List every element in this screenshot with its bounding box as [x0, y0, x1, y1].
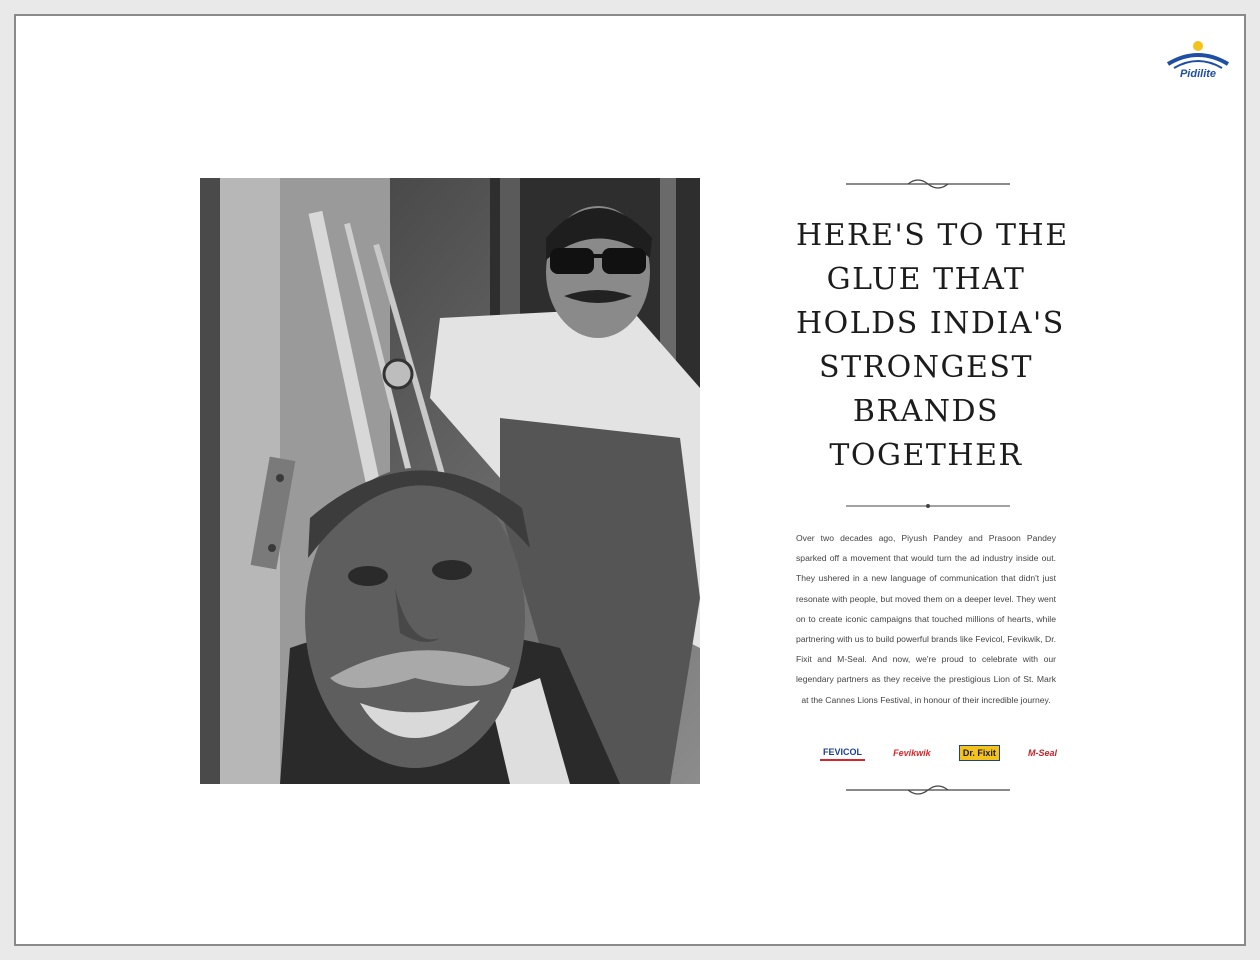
portrait-photo	[200, 178, 700, 784]
fevicol-logo: FEVICOL	[820, 745, 865, 761]
headline	[796, 214, 1069, 478]
logo-text: Pidilite	[1179, 68, 1217, 80]
top-ornament-icon	[846, 178, 1010, 190]
m-seal-logo: M-Seal	[1027, 748, 1057, 758]
headline-line: TOGETHER	[829, 438, 1023, 473]
headline-line: STRONGEST	[819, 350, 1033, 385]
headline-line: HERE'S TO THE	[796, 218, 1069, 253]
sun-rays-icon	[1164, 32, 1232, 72]
fevikwik-logo: Fevikwik	[893, 748, 931, 758]
headline-line: GLUE THAT	[826, 262, 1026, 297]
black-and-white-photo-two-men	[200, 178, 700, 784]
headline-line: HOLDS INDIA'S	[796, 306, 1065, 341]
copy-column	[796, 178, 1069, 788]
bottom-ornament-icon	[846, 784, 1010, 796]
pidilite-logo	[1164, 32, 1232, 84]
middle-ornament-icon	[846, 500, 1010, 512]
ad-page	[14, 14, 1246, 946]
brand-logos-row	[820, 740, 1060, 766]
headline-line: BRANDS	[852, 394, 1000, 429]
body-copy: Over two decades ago, Piyush Pandey and Prasoon Pandey sparked off a movement that would turn the ad industry inside out. They ushered in a new language of communication that didn't just resonate with people, but moved them on a deeper level. They went on to create iconic campaigns that touched millions of hearts, while partnering with us to build powerful brands like Fevicol, Fevikwik, Dr. Fixit and M-Seal. And now, we're proud to celebrate with our legendary partners as they receive the prestigious Lion of St. Mark at the Cannes Lions Festival, in honour of their incredible journey.	[796, 533, 1056, 705]
dr-fixit-logo: Dr. Fixit	[959, 745, 1000, 761]
